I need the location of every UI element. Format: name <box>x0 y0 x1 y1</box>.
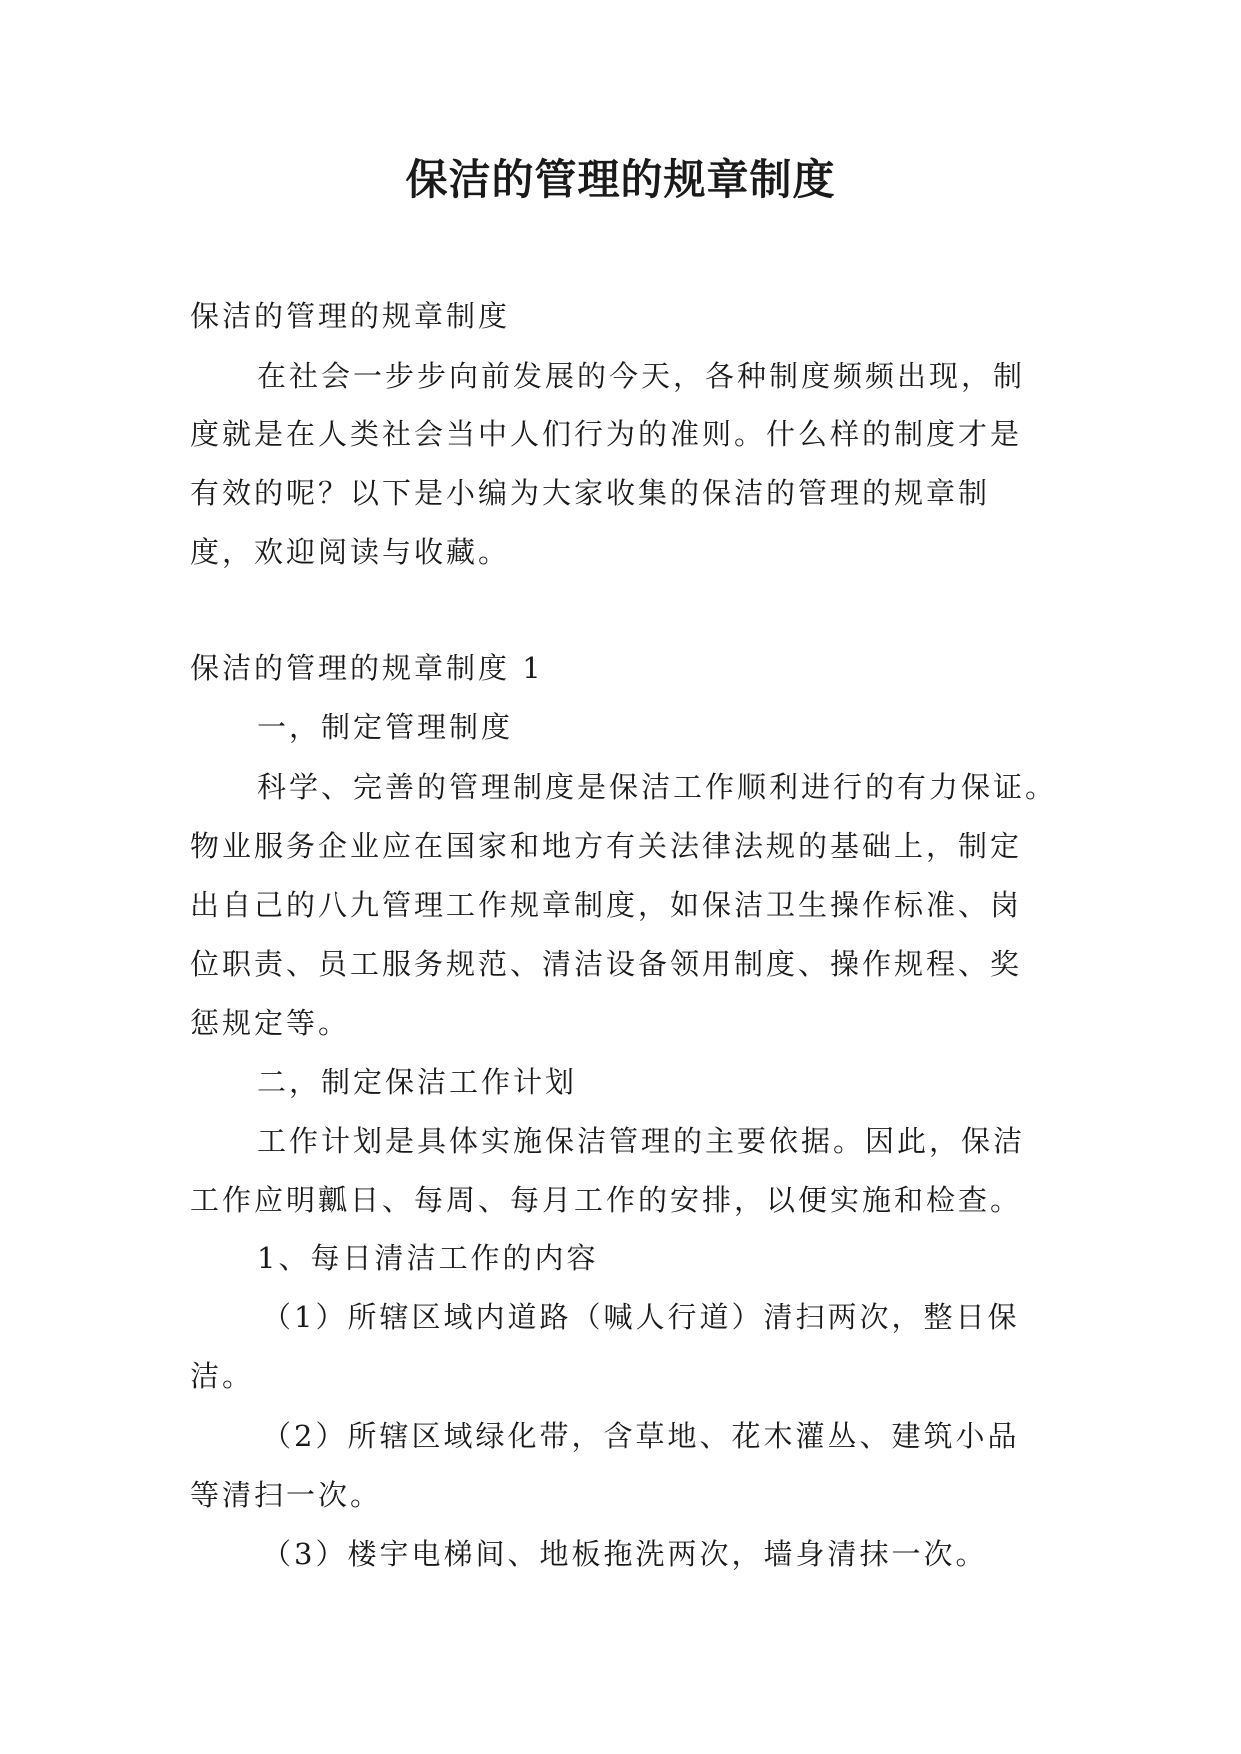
list-item-line: 洁。 <box>190 1359 255 1393</box>
paragraph-line: 惩规定等。 <box>190 1006 351 1040</box>
paragraph-line: 物业服务企业应在国家和地方有关法律法规的基础上，制定 <box>190 829 1023 863</box>
subsection-heading: 二，制定保洁工作计划 <box>257 1065 578 1099</box>
paragraph-line: 工作应明瓤日、每周、每月工作的安排，以便实施和检查。 <box>190 1183 1023 1217</box>
paragraph-line: 科学、完善的管理制度是保洁工作顺利进行的有力保证。 <box>257 770 1058 804</box>
list-item-line: 等清扫一次。 <box>190 1478 383 1512</box>
intro-paragraph-line: 度，欢迎阅读与收藏。 <box>190 535 511 569</box>
paragraph-line: 位职责、员工服务规范、清洁设备领用制度、操作规程、奖 <box>190 947 1023 981</box>
intro-paragraph-line: 在社会一步步向前发展的今天，各种制度频频出现，制 <box>257 359 1026 393</box>
paragraph-line: 工作计划是具体实施保洁管理的主要依据。因此，保洁 <box>257 1124 1026 1158</box>
list-heading: 1、每日清洁工作的内容 <box>257 1241 599 1275</box>
document-title: 保洁的管理的规章制度 <box>405 155 836 204</box>
list-item-line: （1）所辖区域内道路（喊人行道）清扫两次，整日保 <box>262 1300 1020 1334</box>
section-heading: 保洁的管理的规章制度 1 <box>190 651 544 685</box>
paragraph-line: 出自己的八九管理工作规章制度，如保洁卫生操作标准、岗 <box>190 888 1023 922</box>
list-item-line: （2）所辖区域绿化带，含草地、花木灌丛、建筑小品 <box>262 1419 1020 1453</box>
subsection-heading: 一，制定管理制度 <box>257 710 514 744</box>
section-heading: 保洁的管理的规章制度 <box>190 299 511 333</box>
intro-paragraph-line: 有效的呢？以下是小编为大家收集的保洁的管理的规章制 <box>190 476 991 510</box>
list-item-line: （3）楼宇电梯间、地板拖洗两次，墙身清抹一次。 <box>262 1537 988 1571</box>
intro-paragraph-line: 度就是在人类社会当中人们行为的准则。什么样的制度才是 <box>190 417 1023 451</box>
